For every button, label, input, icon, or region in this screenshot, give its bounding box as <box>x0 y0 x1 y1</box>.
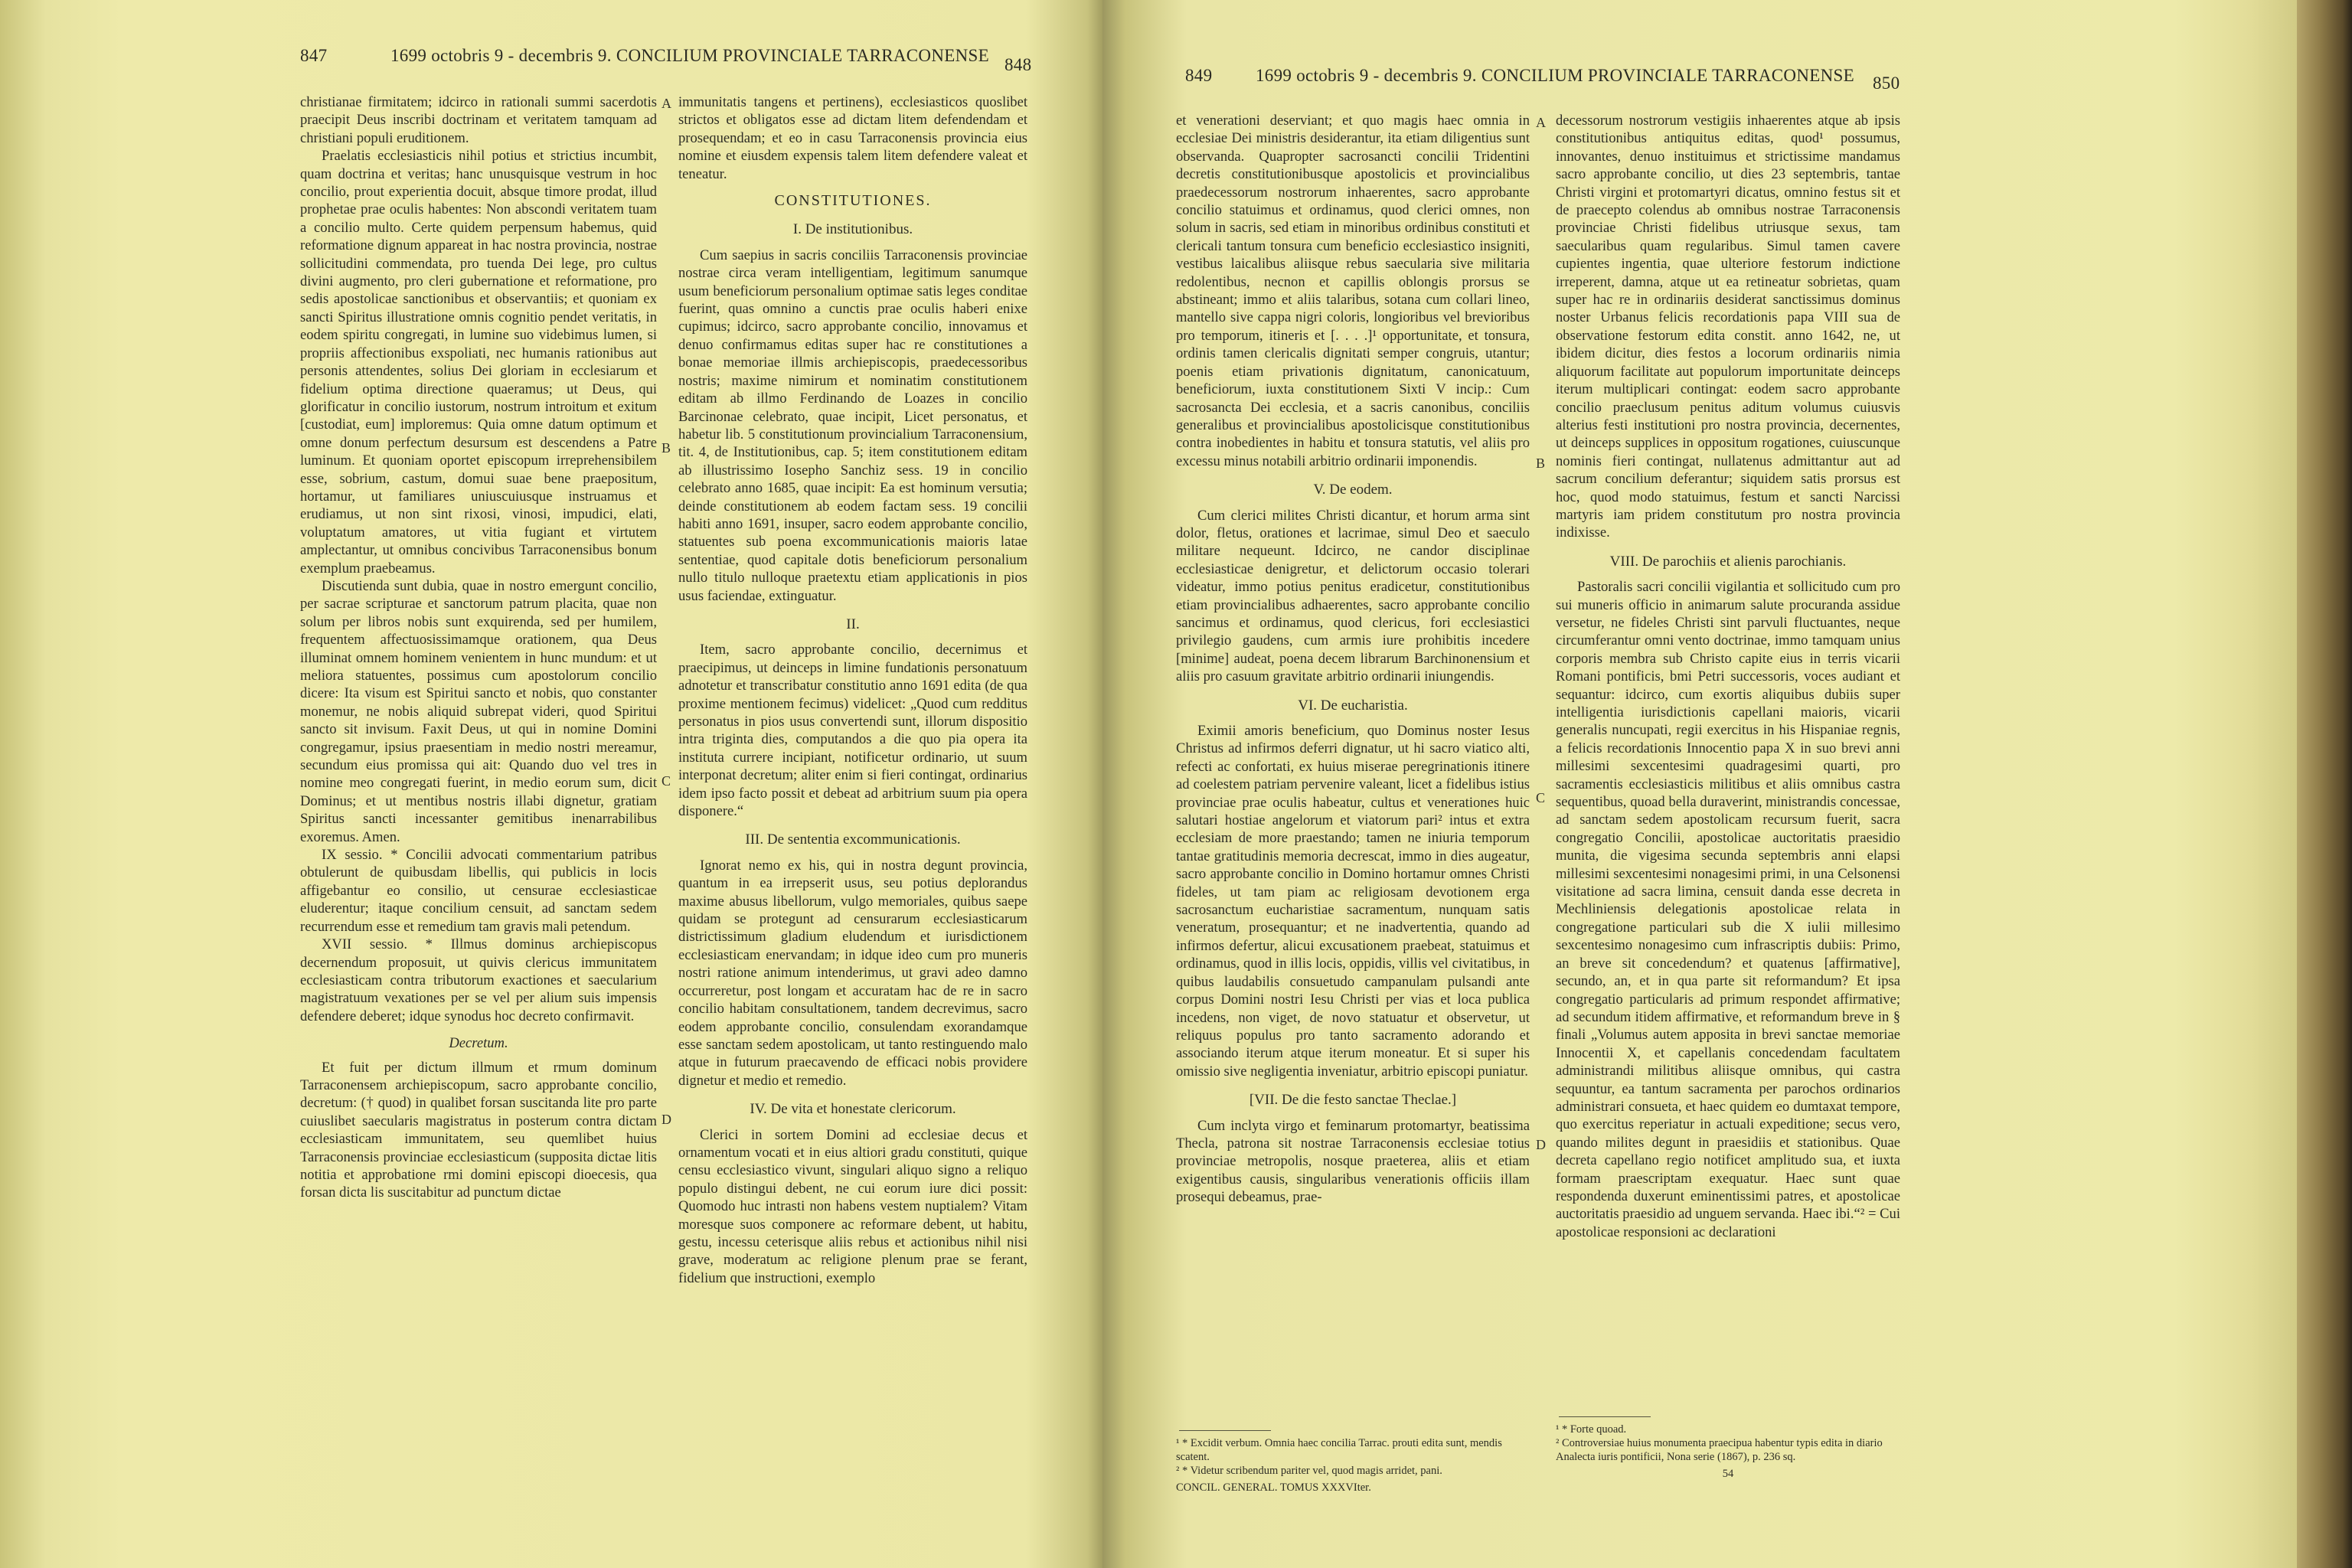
paragraph: christianae firmitatem; idcirco in rationali summi sacerdotis praecipit Deus inscribi doctrinam et veritatem tamquam ad christiani populi eruditionem. <box>300 94 657 146</box>
footnote-rule <box>1179 1430 1271 1431</box>
paragraph: Eximii amoris beneficium, quo Dominus noster Iesus Christus ad infirmos deferri dignatur, ut hi sacro viatico alti, refecti ac confortati, ex huius miserae peregrinationis itinere ad coelestem patriam pervenire valeant, licet a fidelibus istius provinciae prae oculis habeatur, cultus et venerationes huic salutari hostiae angelorum et viatorum pari² intus et extra ecclesiam de more praestando; tamen ne iniuria temporum tantae gratitudinis memoria decrescat, immo in dies augeatur, sacro approbante concilio in Domino hortamur omnes Christi fideles, ut tam piam ac religiosam devotionem erga sacrosanctum eucharistiae sacramentum, nunquam satis veneratum, prosequantur; et ne inadvertentia, quando ad infirmos defertur, alicui excusationem praebeat, statuimus et ordinamus, quod in illis locis, oppidis, villis vel civitatibus, in quibus laudabilis consuetudo campanulam pulsandi ante corpus Domini nostri Iesu Christi per vias et loca publica incedens, non viget, de novo statuatur et observetur, ut reliquus populus pro tanto sacramento adorando et associando iterum atque iterum moneatur. Et si super his omissio sive negligentia inveniatur, arbitrio episcopi puniatur. <box>1176 723 1530 1080</box>
paragraph: Clerici in sortem Domini ad ecclesiae decus et ornamentum vocati et in eius altiori gradu constituti, quique censu ecclesiastico vivunt, singulari aliquo signo a reliquo populo distingui debent, ne cui eorum iure dici possit: Quomodo huc intrasti non habens vestem nuptialem? Vitam moresque suos componere ac reformare debent, ut habitu, gestu, incessu ceterisque aliis rebus et actionibus nihil nisi grave, moderatum ac religione plenum prae se ferant, fidelium que instructioni, exemplo <box>678 1126 1027 1286</box>
running-head-right: 1699 octobris 9 - decembris 9. CONCILIUM PROVINCIALE TARRACONENSE <box>1256 66 1854 85</box>
margin-letter-c: C <box>662 773 671 789</box>
paragraph: Et fuit per dictum illmum et rmum dominum Tarraconensem archiepiscopum, sacro approbante concilio, decretum: († quod) in qualibet forsan suscitanda lite pro parte cuiuslibet saecularis magistratus in posterum contra dictam ecclesiasticam immunitatem, seu quemlibet huius Tarraconensis provinciae ecclesiasticum (supposita dictae litis notitia et approbatione rmi domini episcopi dioecesis, qua forsan dicta lis suscitabitur ad punctum dictae <box>300 1059 657 1201</box>
running-head-left: 1699 octobris 9 - decembris 9. CONCILIUM PROVINCIALE TARRACONENSE <box>390 46 989 65</box>
section-heading: I. De institutionibus. <box>792 221 913 238</box>
page-number-850: 850 <box>1873 74 1900 93</box>
margin-letter-a: A <box>662 96 671 111</box>
section-heading: [VII. De die festo sanctae Theclae.] <box>1249 1092 1457 1109</box>
paragraph: Discutienda sunt dubia, quae in nostro emergunt concilio, per sacrae scripturae et sanctorum patrum placita, quae non solum per libros nobis sunt exquirenda, sed per humilem, frequentem affectuosissimamque orationem, qua Deus illuminat omnem hominem venientem in hunc mundum: et ut meliora statuentes, possimus cum apostolorum concilio dicere: Ita visum est Spiritui sancto et nobis, quo constanter monemur, ne nobis aliquid subrepat videri, quod Spiritui sancto sit invisum. Faxit Deus, ut qui in nomine Domini congregamur, ipsius praesentiam in medio nostri mereamur, secundum eius promissa qui ait: Quando duo vel tres in nomine meo congregati fuerint, in medio eorum sum, dicit Dominus; et ut mentibus nostris illabi dignetur, gratiam Spiritus sancti incessanter gemitibus inenarrabilibus exoremus. Amen. <box>300 577 657 845</box>
margin-letter-b: B <box>1536 456 1546 471</box>
paragraph: Praelatis ecclesiasticis nihil potius et strictius incumbit, quam doctrina et veritas; hanc unusquisque vestrum in hoc concilio, prout experientia docuit, absque timore prodat, illud prophetae prae oculis habentes: Non abscondi veritatem tuam a concilio multo. Certe quidem perpensum habemus, quid reformatione dignum appareat in hac nostra provincia, nostrae sollicitudini commendata, pro tuenda Dei lege, pro cultus divini augmento, pro cleri gubernatione et reformatione, pro sedis apostolicae sanctionibus et observantiis; et quoniam ex sancti Spiritus illustratione omnis cognitio pendet veritatis, in eodem spiritu congregati, in lumine suo videbimus lumen, si propriis affectionibus exspoliati, nec humanis rationibus aut personis attendentes, solius Dei gloriam in ecclesiarum et fidelium optima directione quaeramus; ut Deus, qui glorificatur in concilio iustorum, nostrum introitum et exitum [custodiat, eum] imploremus: Quia omne datum optimum et omne donum perfectum desursum est descendens a Patre luminum. Et quoniam oportet episcopum irreprehensibilem esse, sobrium, castum, domui suae bene praepositum, hortamur, ut familiares uniuscuiusque instruamus et erudiamus, ut non sint rixosi, vinosi, impudici, elati, voluptatum amatores, ut vitia fugiant et virtutem amplectantur, ut omnibus concivibus Tarraconensibus bonum exemplum praebeamus. <box>300 148 657 577</box>
paragraph: Cum inclyta virgo et feminarum protomartyr, beatissima Thecla, patrona sit nostrae Tarraconensis ecclesiae totius provinciae metropolis, nosque praeterea, aliis et etiam exigentibus causis, singularibus venerationis officiis illam prosequi debeamus, prae- <box>1176 1117 1530 1206</box>
paragraph: Cum clerici milites Christi dicantur, et horum arma sint dolor, fletus, orationes et lacrimae, simul Deo et saeculo militare nequeunt. Idcirco, ne candor disciplinae ecclesiasticae denigretur, et delictorum occasio tolerari videatur, immo potius penitus eradicetur, constitutionibus etiam provincialibus adhaerentes, sacro approbante concilio sancimus et ordinamus, quod clericus, fori ecclesiastici privilegio gaudens, cum armis iure prohibitis incedere [minime] audeat, poena decem librarum Barchinonensium et aliis pro casuum gravitate arbitrio ordinarii iniungendis. <box>1176 507 1530 685</box>
section-heading: V. De eodem. <box>1313 482 1393 498</box>
page-right <box>1102 0 2297 1568</box>
footnotes-850 <box>1556 1423 1900 1481</box>
page-left <box>0 0 1102 1568</box>
column-848 <box>678 93 1027 1287</box>
margin-letter-a: A <box>1536 115 1546 130</box>
paragraph: Cum saepius in sacris conciliis Tarraconensis provinciae nostrae circa veram intelligentiam, legitimum sanumque usum beneficiorum personalium optimae satis leges conditae fuerint, quas omnino a cunctis prae oculis haberi enixe cupimus; idcirco, sacro approbante concilio, innovamus et denuo confirmamus editas super hac re constitutiones a bonae memoriae illmis archiepiscopis, praedecessoribus nostris; maxime nimirum et nominatim constitutionem editam ab illmo Ferdinando de Loazes in concilio Barcinonae celebrato, quae incipit, Licet personatus, et habetur lib. 5 constitutionum provincialium Tarraconensium, tit. 4, de Institutionibus, cap. 5; item constitutionem editam ab illustrissimo Iosepho Sanchiz sess. 19 in concilio celebrato anno 1685, quae incipit: Ea est hominum versutia; deinde constitutionem ab eodem factam sess. 19 concilii habiti anno 1691, insuper, sacro eodem approbante concilio, statuentes sub poena excommunicationis maioris latae sententiae, quod capitale dotis beneficiorum personalium nullo titulo nulloque praetextu etiam applicationis in pios usus faciendae, extinguatur. <box>678 247 1027 604</box>
margin-letter-b: B <box>662 440 671 456</box>
column-847 <box>300 93 657 1202</box>
section-heading: II. <box>846 616 860 632</box>
section-heading: IV. De vita et honestate clericorum. <box>750 1101 956 1118</box>
paragraph: Pastoralis sacri concilii vigilantia et sollicitudo cum pro sui muneris officio in animarum salute procuranda assidue versetur, ne fideles Christi sint parvuli fluctuantes, neque circumferantur omni vento doctrinae, immo tamquam unius corporis membra sub Christo capite eius in terris vicarii Romani pontificis, bmi Petri successoris, voces audiant et sequantur: idcirco, cum exortis aliquibus dubiis super intelligentia iurisdictionis capellani maioris, vicarii generalis nuncupati, regii exercitus in his Hispaniae regnis, a felicis recordationis Innocentio papa X in suo brevi anni millesimi sexcentesimi quadragesimi quarti, pro sacramentis ecclesiasticis militibus et aliis omnibus castra sequentibus, quoad bella duraverint, ministrandis concessae, ad sanctam sedem apostolicam recursum fuerit, sacra congregatio Concilii, apostolicae auctoritatis praesidio munita, die vigesima secunda septembris anni elapsi millesimi sexcentesimi nonagesimi primi, in una Celsonensi visitatione ad sacra limina, censuit danda esse decreta in Mechliniensis delegationis apostolicae relata in congregatione particulari sub die X iulii millesimo sexcentesimo nonagesimo cum infrascriptis dubiis: Primo, an breve sit concedendum? et quatenus [affirmative], secundo, an, et in qua parte sit reformandum? Et ipsa congregatio particularis ad primum respondet affirmative; ad secundum itidem affirmative, et reformandum breve in § finali „Volumus autem apposita in brevi sanctae memoriae Innocentii X, et capellanis concedendam facultatem administrandi militibus aliisque omnibus, qui castra sequuntur, ea tantum sacramenta per parochos ordinarios administrari consueta, et haec quidem eo dumtaxat tempore, quo exercitus reperiatur in actuali expeditione; secus vero, quando milites degunt in praesidiis et stationibus. Quae decreta capellano regio notificet amplitudo sua, et iuxta formam praescriptam exequatur. Haec sunt quae respondenda duxerunt eminentissimi patres, et apostolicae auctoritatis praesidio ad unguem servanda. Haec ibi.“² = Cui apostolicae responsioni ac declarationi <box>1556 579 1900 1240</box>
column-849 <box>1176 112 1530 1207</box>
page-number-849: 849 <box>1185 66 1213 85</box>
page-number-847: 847 <box>300 46 328 65</box>
margin-letter-c: C <box>1536 790 1546 805</box>
section-heading: CONSTITUTIONES. <box>774 192 932 210</box>
section-heading: Decretum. <box>449 1035 508 1052</box>
footnote-rule <box>1559 1416 1651 1417</box>
section-heading: VIII. De parochiis et alienis parochianis. <box>1609 553 1847 570</box>
paragraph: immunitatis tangens et pertinens), ecclesiasticos quoslibet strictos et obligatos esse ad dictam litem defendendam et prosequendam; et eo in casu Tarraconensis provincia eius nomine et eiusdem expensis talem litem defendere valeat et teneatur. <box>678 94 1027 182</box>
section-heading: VI. De eucharistia. <box>1298 697 1408 714</box>
page-number-848: 848 <box>1004 55 1032 74</box>
paragraph: Item, sacro approbante concilio, decernimus et praecipimus, ut deinceps in limine fundationis personatuum adnotetur et transcribatur constitutio anno 1691 edita (de qua proxime mentionem fecimus) videlicet: „Quod cum redditus personatus in pios usus convertendi sunt, illorum dispositio intra triginta dies, computandos a die quo pia opera ita instituta currere incipiant, notificetur ordinario, ut suum interponat decretum; aliter enim si fieri contingat, ordinarius idem ipso facto possit et debeat ad arbitrium suum pia opera disponere.“ <box>678 642 1027 820</box>
margin-letter-d: D <box>1536 1137 1546 1152</box>
margin-letter-d: D <box>662 1112 671 1127</box>
paragraph: IX sessio. * Concilii advocati commentarium patribus obtulerunt de quibusdam libellis, qui publicis in locis affigebantur eo consilio, ut censurae ecclesiasticae eluderentur; itaque concilium censuit, ad sanctam sedem recurrendum esse et remedium tam gravis mali petendum. <box>300 847 657 935</box>
footnote: ² Controversiae huius monumenta praecipua habentur typis edita in diario Analecta iuris pontificii, Nona serie (1867), p. 236 sq. <box>1556 1437 1883 1463</box>
footnote: ² * Videtur scribendum pariter vel, quod magis arridet, pani. <box>1176 1465 1442 1477</box>
signature-mark: CONCIL. GENERAL. TOMUS XXXVIter. <box>1176 1481 1371 1494</box>
book-cover-edge <box>2297 0 2352 1568</box>
signature-mark: 54 <box>1722 1468 1734 1480</box>
column-850 <box>1556 112 1900 1241</box>
footnote: ¹ * Forte quoad. <box>1556 1423 1627 1436</box>
paragraph: et venerationi deserviant; et quo magis haec omnia in ecclesiae Dei ministris desiderantur, ita etiam diligentius sunt observanda. Quapropter sacrosancti concilii Tridentini decretis constitutionibusque apostolicis et provincialibus praedecessorum nostrorum inhaerentes, sacro approbante concilio statuimus et ordinamus, quod clerici omnes, non solum in sacris, sed etiam in minoribus ordinibus constituti et clericali tantum tonsura cum beneficio ecclesiastico insigniti, vestibus laicalibus aliisque rebus saecularia sive militaria redolentibus, necnon et capillis oblongis prorsus se abstineant; immo et aliis talaribus, sotana cum collari lineo, mantello sive cappa nigri coloris, longioribus vel brevioribus pro temporum, itineris et [. . . .]¹ opportunitate, et tonsura, ordinis tamen clericalis dignitati semper congruis, utantur; poenis etiam privationis dignitatum, canonicatuum, beneficiorum, iuxta constitutionem Sixti V incip.: Cum sacrosancta Dei ecclesia, et a sacris canonibus, conciliis generalibus et provincialibus apostolicisque constitutionibus contra inobedientes in habitu et tonsura statutis, vel aliis pro excessu minus notabili arbitrio ordinarii imponendis. <box>1176 113 1530 469</box>
footnote: ¹ * Excidit verbum. Omnia haec concilia Tarrac. prouti edita sunt, mendis scatent. <box>1176 1437 1502 1463</box>
section-heading: III. De sententia excommunicationis. <box>745 831 961 848</box>
paragraph: decessorum nostrorum vestigiis inhaerentes atque ab ipsis constitutionibus antiquitus editas, quod¹ possumus, innovantes, denuo instituimus et strictissime mandamus sacro approbante concilio, ut dies 23 septembris, tantae Christi virgini et protomartyri dicatus, omnino festus sit et de praecepto colendus ab omnibus nostrae Tarraconensis provinciae Christi fidelibus utriusque sexus, tam saecularibus quam regularibus. Simul tamen cavere cupientes ingentia, quae ulteriore festorum indictione irreperent, damna, atque ut ea retineatur sobrietas, quam super hac re in ordinariis desiderat sanctissimus dominus noster Urbanus felicis recordationis papa VIII sua de observatione festorum edita constit. anno 1642, ne, ut ibidem dicitur, dies festos a locorum ordinariis nimia aliquorum facilitate aut populorum importunitate deinceps iterum multiplicari contingat: eodem sacro approbante concilio praeclusum penitus aditum volumus cuiusvis alterius festi institutioni pro nostra provincia, decernentes, ut deinceps supplices in oppositum rogationes, cuiuscunque nominis fieri contingat, nullatenus admittantur aut ad sacrum concilium deferantur; siquidem satis prorsus est hoc, quod modo statuimus, festum et sancti Narcissi martyris iam pridem constitutum pro nostra provincia indixisse. <box>1556 113 1900 541</box>
paragraph: XVII sessio. * Illmus dominus archiepiscopus decernendum proposuit, ut quivis clericus immunitatem ecclesiasticam contra tributorum exactiones et saecularium magistratuum vexationes per se vel per alium suis impensis defendere deberet; idque synodus hoc decreto confirmavit. <box>300 936 657 1024</box>
paragraph: Ignorat nemo ex his, qui in nostra degunt provincia, quantum in ea irrepserit usus, seu potius deplorandus maxime abusus libellorum, vulgo memoriales, quibus saepe quidam se protegunt ad censurarum ecclesiasticarum districtissimum gladium eludendum et iurisdictionem ecclesiasticam enervandam; in idque ideo cum pro muneris nostri ratione animum intenderimus, ut gravi adeo damno occurreretur, post longam et accuratam hac de re in sacro concilio habitam consultationem, tandem decrevimus, sacro eodem approbante concilio, consulendam exorandamque esse sanctam sedem apostolicam, ut tanto restinguendo malo atque in futurum praecavendo de efficaci nobis providere dignetur et medio et remedio. <box>678 857 1027 1089</box>
footnotes-849 <box>1176 1436 1530 1494</box>
